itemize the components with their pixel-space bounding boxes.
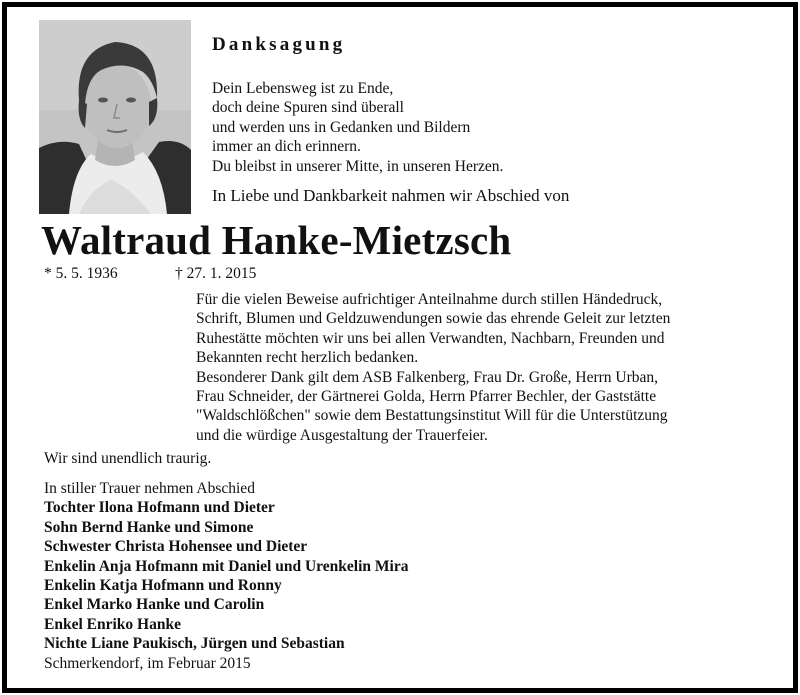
death-date: † 27. 1. 2015 [175, 265, 257, 282]
thanks-text [196, 290, 744, 445]
mourner-entry: Enkelin Katja Hofmann und Ronny [44, 577, 282, 595]
mourner-entry: Tochter Ilona Hofmann und Dieter [44, 499, 275, 517]
poem-line: und werden uns in Gedanken und Bildern [212, 118, 471, 136]
thanks-line: und die würdige Ausgestaltung der Trauerfeier. [196, 426, 488, 444]
mourners-intro: In stiller Trauer nehmen Abschied [44, 480, 255, 497]
poem-line: doch deine Spuren sind überall [212, 99, 404, 117]
mourner-entry: Sohn Bernd Hanke und Simone [44, 518, 254, 536]
mourner-entry: Enkel Marko Hanke und Carolin [44, 596, 265, 614]
deceased-name: Waltraud Hanke-Mietzsch [41, 217, 512, 263]
sad-line: Wir sind unendlich traurig. [44, 450, 212, 467]
mourner-entry: Schwester Christa Hohensee und Dieter [44, 538, 308, 556]
heading-danksagung: Danksagung [212, 34, 346, 55]
thanks-line: Für die vielen Beweise aufrichtiger Anteilnahme durch stillen Händedruck, [196, 291, 663, 308]
poem-line: Du bleibst in unserer Mitte, in unseren Herzen. [212, 157, 504, 175]
thanks-line: Besonderer Dank gilt dem ASB Falkenberg, Frau Dr. Große, Herrn Urban, [196, 368, 659, 386]
portrait-illustration [39, 20, 191, 214]
place-date: Schmerkendorf, im Februar 2015 [44, 654, 251, 672]
birth-date: * 5. 5. 1936 [44, 265, 118, 282]
thanks-line: Ruhestätte möchten wir uns bei allen Verwandten, Nachbarn, Freunden und [196, 329, 665, 347]
mourner-entry: Nichte Liane Paukisch, Jürgen und Sebastian [44, 635, 345, 653]
thanks-line: Schrift, Blumen und Geldzuwendungen sowie das ehrende Geleit zur letzten [196, 310, 671, 328]
thanks-line: Bekannten recht herzlich bedanken. [196, 349, 419, 367]
thanks-line: Frau Schneider, der Gärtnerei Golda, Herrn Pfarrer Bechler, der Gaststätte [196, 388, 657, 406]
mourners-list [44, 479, 408, 673]
farewell-line: In Liebe und Dankbarkeit nahmen wir Abschied von [212, 186, 570, 205]
poem-block [212, 79, 503, 176]
mourner-entry: Enkelin Anja Hofmann mit Daniel und Urenkelin Mira [44, 557, 409, 575]
mourner-entry: Enkel Enriko Hanke [44, 615, 181, 633]
poem-line: Dein Lebensweg ist zu Ende, [212, 80, 394, 97]
portrait-photo [39, 20, 191, 214]
poem-line: immer an dich erinnern. [212, 138, 361, 156]
thanks-line: "Waldschlößchen" sowie dem Bestattungsinstitut Will für die Unterstützung [196, 407, 668, 425]
